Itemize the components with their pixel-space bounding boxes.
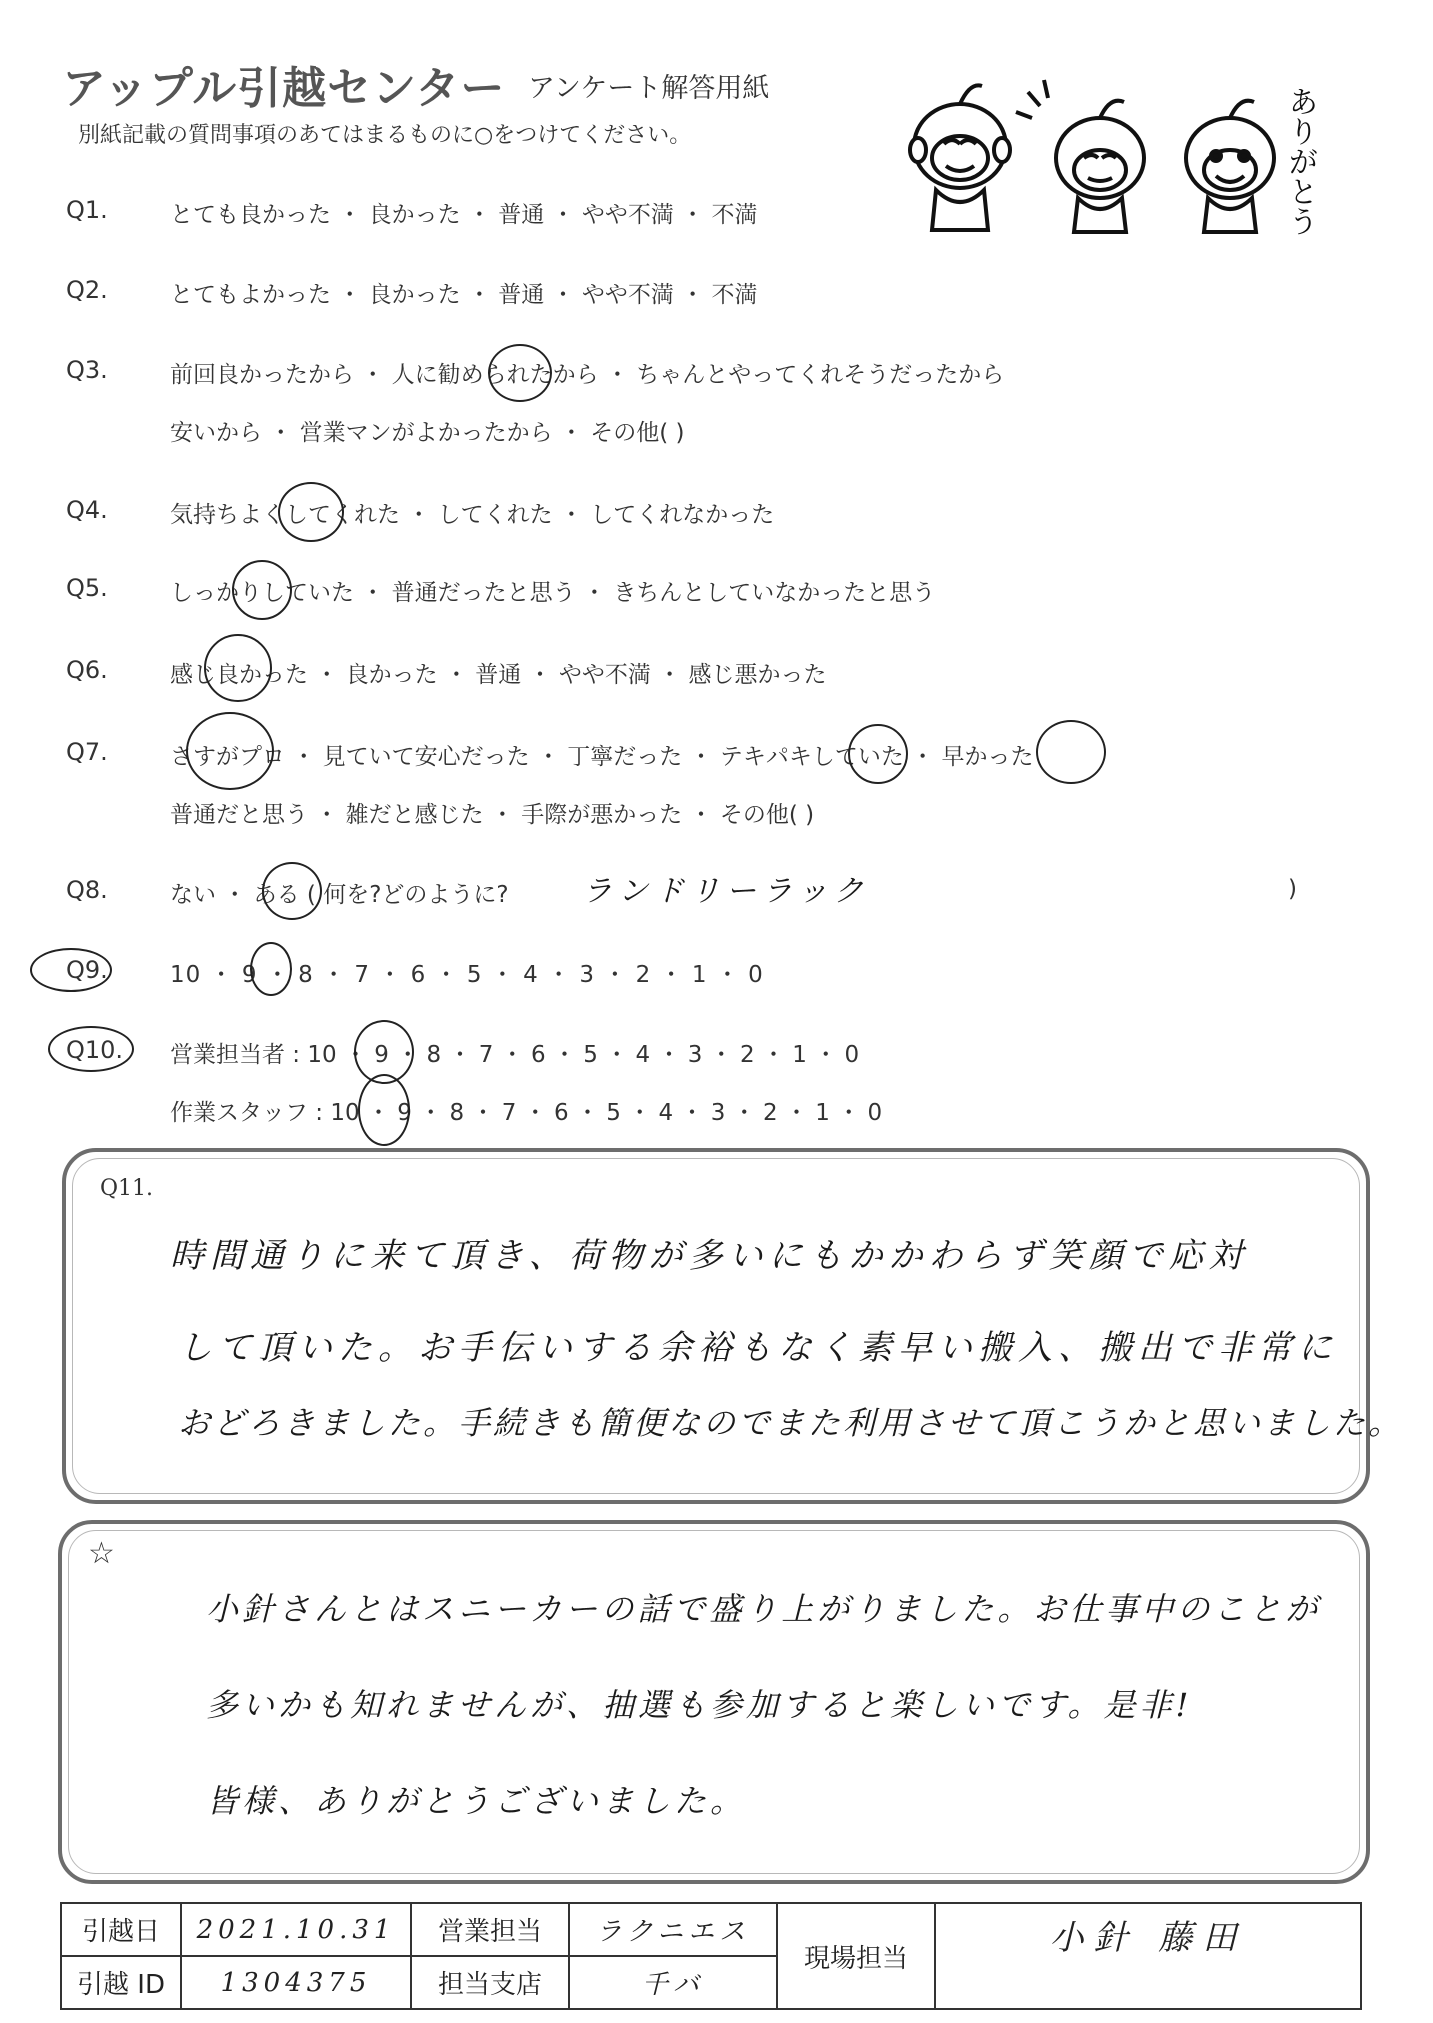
free-comment-line1: 小針さんとはスニーカーの話で盛り上がりました。お仕事中のことが bbox=[206, 1590, 1322, 1628]
sales-label: 営業担当 bbox=[411, 1903, 569, 1956]
q7-answer-circle-3 bbox=[1036, 720, 1106, 784]
branch-value: 千バ bbox=[569, 1956, 777, 2009]
q2-options: とてもよかった ・ 良かった ・ 普通 ・ やや不満 ・ 不満 bbox=[170, 282, 758, 308]
q10-staff-options: 作業スタッフ : 10 ・ 9 ・ 8 ・ 7 ・ 6 ・ 5 ・ 4 ・ 3 ・ 2 ・ 1 ・ 0 bbox=[170, 1100, 883, 1126]
q7-options-line2: 普通だと思う ・ 雑だと感じた ・ 手際が悪かった ・ その他( ) bbox=[170, 802, 815, 828]
q8-handwritten-answer: ランドリーラック bbox=[582, 874, 870, 909]
instruction-text: 別紙記載の質問事項のあてはまるものに○をつけてください。 bbox=[78, 123, 692, 148]
q5-label: Q5. bbox=[66, 574, 108, 602]
q3-label: Q3. bbox=[66, 356, 108, 384]
q5-options: しっかりしていた ・ 普通だったと思う ・ きちんとしていなかったと思う bbox=[170, 580, 936, 606]
branch-label: 担当支店 bbox=[411, 1956, 569, 2009]
q7-options-line1: さすがプロ ・ 見ていて安心だった ・ 丁寧だった ・ テキパキしていた ・ 早かった bbox=[170, 744, 1034, 770]
q9-options: 10 ・ 9 ・ 8 ・ 7 ・ 6 ・ 5 ・ 4 ・ 3 ・ 2 ・ 1 ・ 0 bbox=[170, 962, 764, 988]
move-id-label: 引越 ID bbox=[61, 1956, 181, 2009]
q8-options: ない ・ ある ( 何を?どのように? bbox=[170, 882, 509, 908]
site-value: 小針 藤田 bbox=[935, 1903, 1361, 2009]
free-comment-line3: 皆様、ありがとうございました。 bbox=[206, 1782, 747, 1820]
star-icon: ☆ bbox=[88, 1536, 115, 1571]
monkey-mascots-illustration bbox=[900, 66, 1360, 246]
move-id-value: 1304375 bbox=[181, 1956, 411, 2009]
q8-paren-close: ) bbox=[1288, 876, 1297, 902]
q10-label: Q10. bbox=[66, 1036, 124, 1064]
q9-label: Q9. bbox=[66, 956, 108, 984]
sales-value: ラクニエス bbox=[569, 1903, 777, 1956]
move-date-value: 2021.10.31 bbox=[181, 1903, 411, 1956]
q6-label: Q6. bbox=[66, 656, 108, 684]
q3-options-line2: 安いから ・ 営業マンがよかったから ・ その他( ) bbox=[170, 420, 685, 446]
q8-label: Q8. bbox=[66, 876, 108, 904]
q4-options: 気持ちよくしてくれた ・ してくれた ・ してくれなかった bbox=[170, 502, 775, 528]
form-subtitle: アンケート解答用紙 bbox=[528, 73, 770, 104]
q2-label: Q2. bbox=[66, 276, 108, 304]
q4-label: Q4. bbox=[66, 496, 108, 524]
q6-options: 感じ良かった ・ 良かった ・ 普通 ・ やや不満 ・ 感じ悪かった bbox=[170, 662, 827, 688]
q10-sales-options: 営業担当者 : 10 ・ 9 ・ 8 ・ 7 ・ 6 ・ 5 ・ 4 ・ 3 ・ 2 ・ 1 ・ 0 bbox=[170, 1042, 860, 1068]
q3-options-line1: 前回良かったから ・ 人に勧められたから ・ ちゃんとやってくれそうだったから bbox=[170, 362, 1005, 388]
q1-label: Q1. bbox=[66, 196, 108, 224]
form-title: アップル引越センター bbox=[62, 63, 506, 114]
free-comment-line2: 多いかも知れませんが、抽選も参加すると楽しいです。是非! bbox=[206, 1686, 1193, 1724]
q11-handwriting-line1: 時間通りに来て頂き、荷物が多いにもかかわらず笑顔で応対 bbox=[170, 1236, 1249, 1276]
move-date-label: 引越日 bbox=[61, 1903, 181, 1956]
site-label: 現場担当 bbox=[777, 1903, 935, 2009]
q1-options: とても良かった ・ 良かった ・ 普通 ・ やや不満 ・ 不満 bbox=[170, 202, 758, 228]
q7-label: Q7. bbox=[66, 738, 108, 766]
mascot-thanks-text: ありがとう bbox=[1282, 86, 1318, 236]
q11-handwriting-line2: して頂いた。お手伝いする余裕もなく素早い搬入、搬出で非常に bbox=[178, 1328, 1338, 1368]
q11-label: Q11. bbox=[100, 1176, 154, 1201]
q11-handwriting-line3: おどろきました。手続きも簡便なのでまた利用させて頂こうかと思いました。 bbox=[178, 1404, 1404, 1442]
footer-info-table bbox=[60, 1902, 1362, 2010]
